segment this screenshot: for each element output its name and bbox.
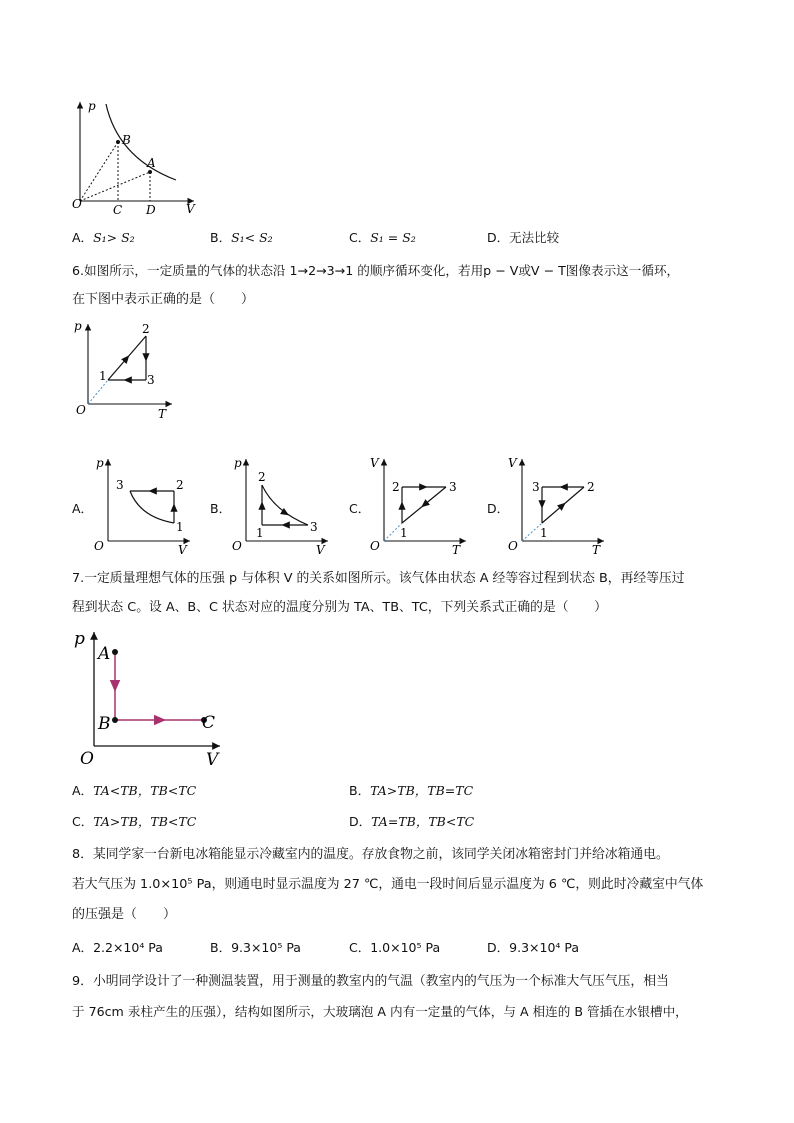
q5-option-a[interactable]: A．S₁> S₂: [72, 230, 135, 245]
q6-c-num-1: 1: [400, 526, 408, 540]
q5-axis-v: V: [186, 202, 195, 216]
q6-main-point-3: 3: [147, 373, 155, 387]
q6-main-origin: O: [76, 403, 86, 417]
q6-main-axis-x: T: [158, 407, 167, 421]
q5-axis-p: p: [88, 99, 96, 113]
q5-point-d: D: [146, 203, 156, 217]
q7-option-c[interactable]: C．TA>TB，TB<TC: [72, 814, 197, 829]
q6-a-axis-x: V: [178, 543, 187, 555]
q7-option-c-text: TA>TB，TB<TC: [93, 814, 197, 829]
q8-option-b[interactable]: B．9.3×10⁵ Pa: [210, 940, 301, 955]
q5-figure: [70, 98, 200, 218]
q7-option-b[interactable]: B．TA>TB，TB=TC: [349, 783, 474, 798]
q6-b-num-2: 2: [258, 470, 266, 484]
q6-d-num-2: 2: [587, 480, 595, 494]
q7-option-d-text: TA=TB，TB<TC: [371, 814, 475, 829]
q7-axis-y: p: [74, 629, 85, 649]
q6-stem-line1: 6.如图所示，一定质量的气体的状态沿 1→2→3→1 的顺序循环变化，若用p − V或V − T图像表示这一循环，: [72, 263, 680, 278]
q5-point-a: A: [147, 156, 156, 170]
q8-option-b-text: 9.3×10⁵ Pa: [231, 940, 301, 955]
q7-option-a-text: TA<TB，TB<TC: [93, 783, 197, 798]
q6-option-b-letter[interactable]: B．: [210, 501, 232, 516]
q6-d-axis-y: V: [508, 456, 517, 470]
q5-option-d[interactable]: D．无法比较: [487, 230, 560, 245]
q6-c-axis-y: V: [370, 456, 379, 470]
q9-stem-line1: 9．小明同学设计了一种测温装置，用于测量的教室内的气温（教室内的气压为一个标准大气压气压，相当: [72, 974, 669, 989]
q7-axis-x: V: [206, 750, 219, 770]
q6-a-origin: O: [94, 539, 104, 553]
q6-c-num-3: 3: [449, 480, 457, 494]
q6-option-d-letter[interactable]: D．: [487, 501, 510, 516]
q8-option-c[interactable]: C．1.0×10⁵ Pa: [349, 940, 441, 955]
q6-option-c-letter[interactable]: C．: [349, 501, 371, 516]
q5-option-b[interactable]: B．S₁< S₂: [210, 230, 273, 245]
q6-d-origin: O: [508, 539, 518, 553]
q6-option-a-figure[interactable]: [92, 455, 196, 555]
q5-option-b-text: S₁< S₂: [231, 230, 273, 245]
q8-stem-line1: 8．某同学家一台新电冰箱能显示冷藏室内的温度。存放食物之前，该同学关闭冰箱密封门并给冰箱通电。: [72, 847, 669, 862]
q6-a-num-1: 1: [176, 520, 184, 534]
q6-d-axis-x: T: [592, 543, 601, 555]
q7-point-c: C: [202, 713, 216, 733]
q6-c-axis-x: T: [452, 543, 461, 555]
q7-figure: [72, 626, 232, 770]
q7-origin: O: [80, 749, 94, 769]
q6-d-num-3: 3: [532, 480, 540, 494]
q6-option-c-figure[interactable]: [368, 455, 472, 555]
q6-c-num-2: 2: [392, 480, 400, 494]
q8-option-a-text: 2.2×10⁴ Pa: [93, 940, 163, 955]
q7-point-b: B: [98, 714, 111, 734]
q7-option-a[interactable]: A．TA<TB，TB<TC: [72, 783, 197, 798]
q6-b-axis-x: V: [316, 543, 325, 555]
q6-b-origin: O: [232, 539, 242, 553]
q7-point-a: A: [98, 644, 111, 664]
q6-a-num-3: 3: [116, 478, 124, 492]
q6-main-figure: [72, 318, 182, 422]
q5-option-d-text: 无法比较: [509, 230, 560, 245]
q6-main-point-2: 2: [142, 322, 150, 336]
q7-stem-line1: 7.一定质量理想气体的压强 p 与体积 V 的关系如图所示。该气体由状态 A 经等容过程到状态 B，再经等压过: [72, 571, 685, 586]
q5-point-c: C: [113, 203, 123, 217]
q6-a-axis-y: p: [96, 456, 104, 470]
q8-stem-line3: 的压强是（ ）: [72, 907, 177, 922]
q7-option-d[interactable]: D．TA=TB，TB<TC: [349, 814, 475, 829]
q9-stem-line2: 于 76cm 汞柱产生的压强），结构如图所示，大玻璃泡 A 内有一定量的气体，与 A 相连的 B 管插在水银槽中，: [72, 1004, 688, 1019]
q6-b-num-3: 3: [310, 520, 318, 534]
q5-option-a-text: S₁> S₂: [93, 230, 135, 245]
q7-stem-line2: 程到状态 C。设 A、B、C 状态对应的温度分别为 TA、TB、TC，下列关系式正确的是（ ）: [72, 600, 607, 615]
q6-main-axis-y: p: [74, 319, 82, 333]
q6-main-point-1: 1: [99, 369, 107, 383]
q6-b-num-1: 1: [256, 526, 264, 540]
q8-option-a[interactable]: A．2.2×10⁴ Pa: [72, 940, 163, 955]
q6-d-num-1: 1: [540, 526, 548, 540]
q8-option-d[interactable]: D．9.3×10⁴ Pa: [487, 940, 580, 955]
q8-option-d-text: 9.3×10⁴ Pa: [509, 940, 580, 955]
q6-b-axis-y: p: [234, 456, 242, 470]
q6-option-b-figure[interactable]: [230, 455, 334, 555]
q6-a-num-2: 2: [176, 478, 184, 492]
q5-option-c-text: S₁ = S₂: [370, 230, 416, 245]
q6-stem-line2: 在下图中表示正确的是（ ）: [72, 292, 255, 307]
q8-option-c-text: 1.0×10⁵ Pa: [370, 940, 441, 955]
q5-option-c[interactable]: C．S₁ = S₂: [349, 230, 416, 245]
q6-c-origin: O: [370, 539, 380, 553]
q7-option-b-text: TA>TB，TB=TC: [370, 783, 474, 798]
q8-stem-line2: 若大气压为 1.0×10⁵ Pa，则通电时显示温度为 27 ℃，通电一段时间后显示温度为 6 ℃，则此时冷藏室中气体: [72, 877, 704, 892]
q6-option-d-figure[interactable]: [506, 455, 610, 555]
q5-point-b: B: [122, 133, 131, 147]
q6-option-a-letter[interactable]: A．: [72, 501, 94, 516]
q5-origin: O: [72, 197, 82, 211]
